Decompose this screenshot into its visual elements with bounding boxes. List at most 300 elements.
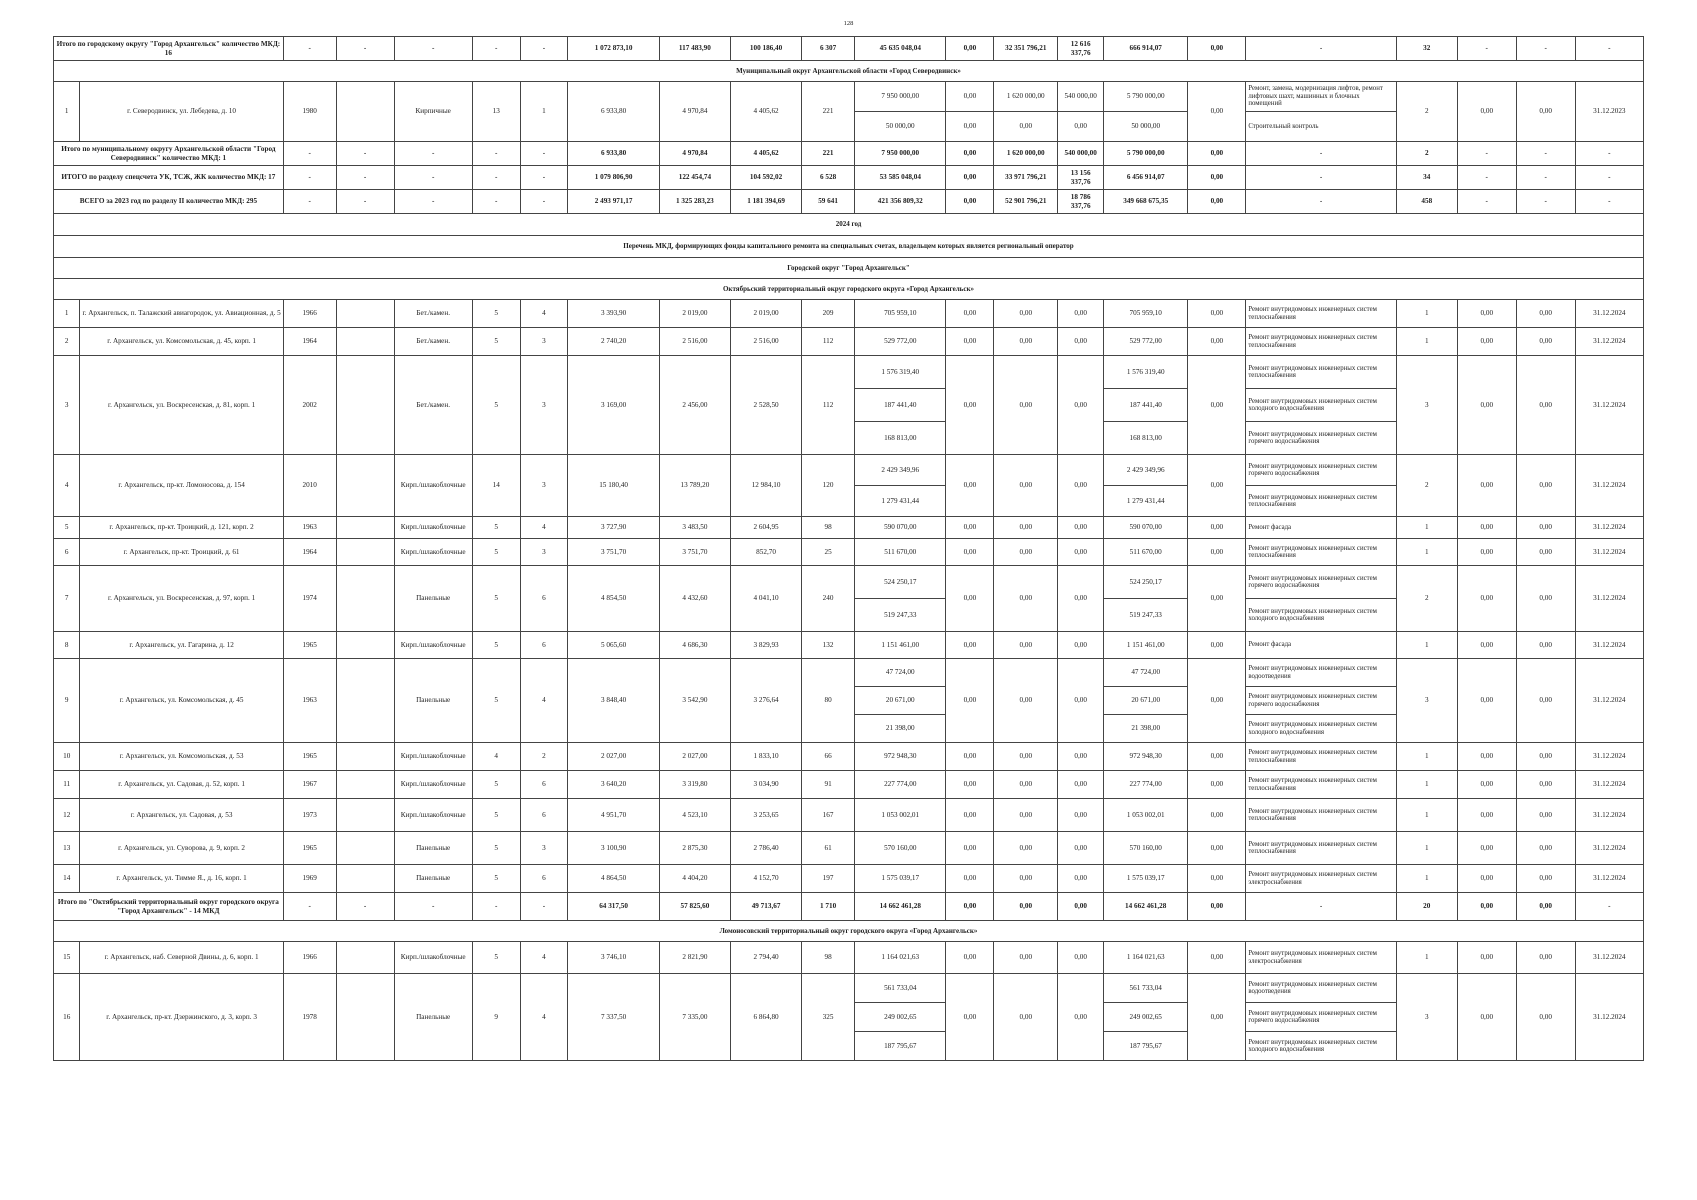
value-cell: 0,00 xyxy=(1457,743,1516,771)
summary-cell: - xyxy=(336,166,394,190)
summary-cell: - xyxy=(283,142,336,166)
summary-cell: 18 786 337,76 xyxy=(1058,190,1104,214)
address-cell: г. Архангельск, пр-кт. Троицкий, д. 61 xyxy=(80,539,283,566)
owner-funds-cell: 20 671,00 xyxy=(1104,687,1188,715)
residential-area-cell: 4 152,70 xyxy=(730,865,801,893)
work-cost-cell: 590 070,00 xyxy=(855,517,946,539)
empty-cell xyxy=(336,659,394,743)
summary-cell: 1 620 000,00 xyxy=(994,142,1058,166)
value-cell: 0,00 xyxy=(1516,632,1575,659)
summary-cell: - xyxy=(394,142,472,166)
owner-funds-cell: 705 959,10 xyxy=(1104,300,1188,328)
premises-area-cell: 4 523,10 xyxy=(659,799,730,832)
work-cost-cell: 7 950 000,00 xyxy=(855,82,946,112)
residential-area-cell: 12 984,10 xyxy=(730,455,801,517)
empty-cell xyxy=(336,974,394,1061)
wall-material-cell: Бет./камен. xyxy=(394,328,472,356)
total-area-cell: 4 864,50 xyxy=(568,865,659,893)
section-header xyxy=(54,236,1644,258)
summary-cell: - xyxy=(1516,166,1575,190)
value-cell: 0,00 xyxy=(1516,455,1575,517)
value-cell: 0,00 xyxy=(1457,832,1516,865)
summary-row xyxy=(54,893,1644,921)
row-number: 16 xyxy=(54,974,80,1061)
fund-cell: 0,00 xyxy=(946,356,994,455)
residential-area-cell: 2 786,40 xyxy=(730,832,801,865)
fund-cell: 0,00 xyxy=(1188,832,1246,865)
fund-cell: 0,00 xyxy=(1188,82,1246,142)
summary-cell: - xyxy=(520,37,568,61)
residential-area-cell: 2 019,00 xyxy=(730,300,801,328)
summary-cell: - xyxy=(336,190,394,214)
premises-area-cell: 7 335,00 xyxy=(659,974,730,1061)
owner-funds-cell: 1 164 021,63 xyxy=(1104,942,1188,974)
year-cell: 1964 xyxy=(283,539,336,566)
table-row xyxy=(54,799,1644,832)
owner-funds-cell: 1 151 461,00 xyxy=(1104,632,1188,659)
residential-area-cell: 2 604,95 xyxy=(730,517,801,539)
row-number: 1 xyxy=(54,300,80,328)
work-type-cell: Ремонт фасада xyxy=(1246,517,1396,539)
floors-cell: 14 xyxy=(472,455,520,517)
entrances-cell: 3 xyxy=(520,539,568,566)
value-cell: 0,00 xyxy=(1516,539,1575,566)
residential-area-cell: 2 528,50 xyxy=(730,356,801,455)
summary-cell: - xyxy=(283,37,336,61)
section-header xyxy=(54,258,1644,279)
premises-area-cell: 3 483,50 xyxy=(659,517,730,539)
work-type-cell: Ремонт внутридомовых инженерных систем холодного водоснабжения xyxy=(1246,715,1396,743)
fund-cell: 0,00 xyxy=(994,328,1058,356)
works-count-cell: 3 xyxy=(1396,974,1457,1061)
floors-cell: 5 xyxy=(472,659,520,743)
residential-area-cell: 2 516,00 xyxy=(730,328,801,356)
summary-cell: - xyxy=(1457,190,1516,214)
summary-cell: 5 790 000,00 xyxy=(1104,142,1188,166)
fund-cell: 0,00 xyxy=(1058,455,1104,517)
summary-cell: - xyxy=(472,190,520,214)
works-count-cell: 1 xyxy=(1396,632,1457,659)
completion-date-cell: 31.12.2024 xyxy=(1575,455,1643,517)
summary-cell: 52 901 796,21 xyxy=(994,190,1058,214)
table-row xyxy=(54,455,1644,486)
value-cell: 0,00 xyxy=(1457,974,1516,1061)
fund-cell: 0,00 xyxy=(994,112,1058,142)
fund-cell: 0,00 xyxy=(946,771,994,799)
value-cell: 0,00 xyxy=(1516,82,1575,142)
value-cell: 0,00 xyxy=(1516,865,1575,893)
work-type-cell: Ремонт фасада xyxy=(1246,632,1396,659)
summary-cell: - xyxy=(520,893,568,921)
owner-funds-cell: 1 576 319,40 xyxy=(1104,356,1188,389)
summary-cell: 59 641 xyxy=(802,190,855,214)
owner-funds-cell: 47 724,00 xyxy=(1104,659,1188,687)
residential-area-cell: 3 276,64 xyxy=(730,659,801,743)
summary-cell: - xyxy=(1246,893,1396,921)
address-cell: г. Архангельск, пр-кт. Ломоносова, д. 154 xyxy=(80,455,283,517)
completion-date-cell: 31.12.2024 xyxy=(1575,659,1643,743)
wall-material-cell: Кирп./шлакоблочные xyxy=(394,632,472,659)
summary-cell: 13 156 337,76 xyxy=(1058,166,1104,190)
premises-area-cell: 4 970,84 xyxy=(659,82,730,142)
fund-cell: 0,00 xyxy=(1058,743,1104,771)
works-count-cell: 2 xyxy=(1396,82,1457,142)
work-type-cell: Ремонт внутридомовых инженерных систем горячего водоснабжения xyxy=(1246,1003,1396,1032)
wall-material-cell: Бет./камен. xyxy=(394,300,472,328)
section-title: 2024 год xyxy=(54,214,1644,236)
work-type-cell: Ремонт внутридомовых инженерных систем холодного водоснабжения xyxy=(1246,599,1396,632)
total-area-cell: 15 180,40 xyxy=(568,455,659,517)
address-cell: г. Архангельск, ул. Комсомольская, д. 53 xyxy=(80,743,283,771)
fund-cell: 0,00 xyxy=(1188,517,1246,539)
summary-label: Итого по муниципальному округу Архангельской области "Город Северодвинск" количество МКД: 1 xyxy=(54,142,284,166)
premises-area-cell: 2 516,00 xyxy=(659,328,730,356)
total-area-cell: 3 727,90 xyxy=(568,517,659,539)
summary-row xyxy=(54,142,1644,166)
summary-cell: - xyxy=(1457,166,1516,190)
completion-date-cell: 31.12.2024 xyxy=(1575,942,1643,974)
floors-cell: 5 xyxy=(472,539,520,566)
works-count-cell: 1 xyxy=(1396,539,1457,566)
fund-cell: 0,00 xyxy=(994,942,1058,974)
value-cell: 0,00 xyxy=(1457,771,1516,799)
premises-area-cell: 2 456,00 xyxy=(659,356,730,455)
fund-cell: 0,00 xyxy=(994,659,1058,743)
year-cell: 2010 xyxy=(283,455,336,517)
premises-area-cell: 3 751,70 xyxy=(659,539,730,566)
summary-cell: 6 528 xyxy=(802,166,855,190)
fund-cell: 0,00 xyxy=(946,743,994,771)
value-cell: 0,00 xyxy=(1457,356,1516,455)
fund-cell: 0,00 xyxy=(994,974,1058,1061)
total-area-cell: 3 848,40 xyxy=(568,659,659,743)
work-cost-cell: 2 429 349,96 xyxy=(855,455,946,486)
work-type-cell: Строительный контроль xyxy=(1246,112,1396,142)
address-cell: г. Архангельск, ул. Комсомольская, д. 45 xyxy=(80,659,283,743)
summary-cell: - xyxy=(520,190,568,214)
summary-cell: 0,00 xyxy=(1457,893,1516,921)
fund-cell: 0,00 xyxy=(1188,356,1246,455)
value-cell: 0,00 xyxy=(1516,517,1575,539)
table-row xyxy=(54,356,1644,389)
wall-material-cell: Кирп./шлакоблочные xyxy=(394,771,472,799)
residents-cell: 66 xyxy=(802,743,855,771)
empty-cell xyxy=(336,832,394,865)
residential-area-cell: 2 794,40 xyxy=(730,942,801,974)
value-cell: 0,00 xyxy=(1457,659,1516,743)
fund-cell: 0,00 xyxy=(994,865,1058,893)
summary-cell: 0,00 xyxy=(946,37,994,61)
premises-area-cell: 2 875,30 xyxy=(659,832,730,865)
row-number: 13 xyxy=(54,832,80,865)
summary-cell: 6 456 914,07 xyxy=(1104,166,1188,190)
completion-date-cell: 31.12.2024 xyxy=(1575,300,1643,328)
summary-cell: - xyxy=(1246,142,1396,166)
residents-cell: 221 xyxy=(802,82,855,142)
fund-cell: 0,00 xyxy=(994,743,1058,771)
table-row xyxy=(54,328,1644,356)
wall-material-cell: Панельные xyxy=(394,865,472,893)
empty-cell xyxy=(336,300,394,328)
summary-cell: 57 825,60 xyxy=(659,893,730,921)
value-cell: 0,00 xyxy=(1457,799,1516,832)
year-cell: 1963 xyxy=(283,517,336,539)
value-cell: 0,00 xyxy=(1457,328,1516,356)
fund-cell: 0,00 xyxy=(994,632,1058,659)
work-cost-cell: 524 250,17 xyxy=(855,566,946,599)
year-cell: 1965 xyxy=(283,632,336,659)
year-cell: 1969 xyxy=(283,865,336,893)
row-number: 8 xyxy=(54,632,80,659)
fund-cell: 0,00 xyxy=(946,974,994,1061)
summary-cell: 100 186,40 xyxy=(730,37,801,61)
owner-funds-cell: 168 813,00 xyxy=(1104,422,1188,455)
completion-date-cell: 31.12.2024 xyxy=(1575,865,1643,893)
summary-cell: 122 454,74 xyxy=(659,166,730,190)
empty-cell xyxy=(336,942,394,974)
works-count-cell: 1 xyxy=(1396,328,1457,356)
section-header xyxy=(54,214,1644,236)
fund-cell: 0,00 xyxy=(1058,517,1104,539)
summary-cell: 421 356 809,32 xyxy=(855,190,946,214)
floors-cell: 5 xyxy=(472,799,520,832)
address-cell: г. Архангельск, ул. Гагарина, д. 12 xyxy=(80,632,283,659)
completion-date-cell: 31.12.2024 xyxy=(1575,974,1643,1061)
work-type-cell: Ремонт внутридомовых инженерных систем теплоснабжения xyxy=(1246,356,1396,389)
fund-cell: 0,00 xyxy=(1058,300,1104,328)
value-cell: 0,00 xyxy=(1516,356,1575,455)
fund-cell: 0,00 xyxy=(1188,632,1246,659)
fund-cell: 0,00 xyxy=(994,832,1058,865)
section-header xyxy=(54,61,1644,82)
work-cost-cell: 529 772,00 xyxy=(855,328,946,356)
fund-cell: 0,00 xyxy=(994,517,1058,539)
fund-cell: 0,00 xyxy=(946,300,994,328)
wall-material-cell: Кирп./шлакоблочные xyxy=(394,539,472,566)
value-cell: 0,00 xyxy=(1457,539,1516,566)
owner-funds-cell: 2 429 349,96 xyxy=(1104,455,1188,486)
work-cost-cell: 50 000,00 xyxy=(855,112,946,142)
table-row xyxy=(54,517,1644,539)
summary-cell: 12 616 337,76 xyxy=(1058,37,1104,61)
total-area-cell: 7 337,50 xyxy=(568,974,659,1061)
entrances-cell: 6 xyxy=(520,632,568,659)
page-number: 128 xyxy=(843,20,854,27)
fund-cell: 0,00 xyxy=(946,799,994,832)
wall-material-cell: Бет./камен. xyxy=(394,356,472,455)
work-cost-cell: 1 151 461,00 xyxy=(855,632,946,659)
residents-cell: 25 xyxy=(802,539,855,566)
summary-cell: 221 xyxy=(802,142,855,166)
value-cell: 0,00 xyxy=(1516,942,1575,974)
owner-funds-cell: 561 733,04 xyxy=(1104,974,1188,1003)
completion-date-cell: 31.12.2024 xyxy=(1575,799,1643,832)
premises-area-cell: 4 686,30 xyxy=(659,632,730,659)
summary-cell: 2 493 971,17 xyxy=(568,190,659,214)
summary-cell: 49 713,67 xyxy=(730,893,801,921)
wall-material-cell: Кирп./шлакоблочные xyxy=(394,743,472,771)
section-title: Ломоносовский территориальный округ городского округа «Город Архангельск» xyxy=(54,921,1644,942)
fund-cell: 5 790 000,00 xyxy=(1104,82,1188,112)
residents-cell: 112 xyxy=(802,328,855,356)
work-cost-cell: 1 053 002,01 xyxy=(855,799,946,832)
fund-cell: 0,00 xyxy=(1188,942,1246,974)
summary-cell: 6 933,80 xyxy=(568,142,659,166)
total-area-cell: 2 740,20 xyxy=(568,328,659,356)
year-cell: 1966 xyxy=(283,942,336,974)
work-type-cell: Ремонт внутридомовых инженерных систем горячего водоснабжения xyxy=(1246,455,1396,486)
summary-cell: - xyxy=(1516,37,1575,61)
premises-area-cell: 13 789,20 xyxy=(659,455,730,517)
owner-funds-cell: 21 398,00 xyxy=(1104,715,1188,743)
summary-cell: 104 592,02 xyxy=(730,166,801,190)
address-cell: г. Архангельск, ул. Тимме Я., д. 16, корп. 1 xyxy=(80,865,283,893)
work-cost-cell: 168 813,00 xyxy=(855,422,946,455)
total-area-cell: 5 065,60 xyxy=(568,632,659,659)
summary-cell: 0,00 xyxy=(1188,142,1246,166)
summary-cell: - xyxy=(1575,37,1643,61)
table-row xyxy=(54,566,1644,599)
summary-cell: 14 662 461,28 xyxy=(1104,893,1188,921)
entrances-cell: 4 xyxy=(520,659,568,743)
summary-cell: 1 710 xyxy=(802,893,855,921)
total-area-cell: 6 933,80 xyxy=(568,82,659,142)
empty-cell xyxy=(336,865,394,893)
work-cost-cell: 511 670,00 xyxy=(855,539,946,566)
floors-cell: 5 xyxy=(472,632,520,659)
year-cell: 1974 xyxy=(283,566,336,632)
completion-date-cell: 31.12.2024 xyxy=(1575,539,1643,566)
summary-label: Итого по "Октябрьский территориальный округ городского округа "Город Архангельск" - 14 МКД xyxy=(54,893,284,921)
table-row xyxy=(54,942,1644,974)
summary-cell: - xyxy=(1246,166,1396,190)
empty-cell xyxy=(336,356,394,455)
work-type-cell: Ремонт внутридомовых инженерных систем теплоснабжения xyxy=(1246,799,1396,832)
value-cell: 0,00 xyxy=(1516,771,1575,799)
empty-cell xyxy=(336,799,394,832)
summary-cell: 0,00 xyxy=(994,893,1058,921)
summary-cell: - xyxy=(283,893,336,921)
empty-cell xyxy=(336,82,394,142)
floors-cell: 5 xyxy=(472,942,520,974)
fund-cell: 0,00 xyxy=(994,799,1058,832)
summary-label: ВСЕГО за 2023 год по разделу II количество МКД: 295 xyxy=(54,190,284,214)
fund-cell: 0,00 xyxy=(994,455,1058,517)
floors-cell: 5 xyxy=(472,328,520,356)
work-cost-cell: 705 959,10 xyxy=(855,300,946,328)
total-area-cell: 3 746,10 xyxy=(568,942,659,974)
owner-funds-cell: 529 772,00 xyxy=(1104,328,1188,356)
summary-cell: - xyxy=(394,190,472,214)
summary-row xyxy=(54,37,1644,61)
summary-cell: - xyxy=(336,142,394,166)
value-cell: 0,00 xyxy=(1457,82,1516,142)
completion-date-cell: 31.12.2024 xyxy=(1575,832,1643,865)
fund-cell: 0,00 xyxy=(1188,865,1246,893)
work-type-cell: Ремонт внутридомовых инженерных систем теплоснабжения xyxy=(1246,486,1396,517)
fund-cell: 0,00 xyxy=(946,82,994,112)
residents-cell: 132 xyxy=(802,632,855,659)
work-cost-cell: 20 671,00 xyxy=(855,687,946,715)
address-cell: г. Архангельск, пр-кт. Троицкий, д. 121, корп. 2 xyxy=(80,517,283,539)
fund-cell: 0,00 xyxy=(994,300,1058,328)
row-number: 11 xyxy=(54,771,80,799)
floors-cell: 5 xyxy=(472,832,520,865)
owner-funds-cell: 972 948,30 xyxy=(1104,743,1188,771)
completion-date-cell: 31.12.2024 xyxy=(1575,771,1643,799)
empty-cell xyxy=(336,771,394,799)
owner-funds-cell: 227 774,00 xyxy=(1104,771,1188,799)
empty-cell xyxy=(336,517,394,539)
fund-cell: 0,00 xyxy=(1058,112,1104,142)
section-title: Перечень МКД, формирующих фонды капитального ремонта на специальных счетах, владельцем которых является региональный оператор xyxy=(54,236,1644,258)
works-count-cell: 1 xyxy=(1396,799,1457,832)
floors-cell: 5 xyxy=(472,771,520,799)
year-cell: 2002 xyxy=(283,356,336,455)
work-type-cell: Ремонт внутридомовых инженерных систем горячего водоснабжения xyxy=(1246,566,1396,599)
year-cell: 1965 xyxy=(283,743,336,771)
wall-material-cell: Кирпичные xyxy=(394,82,472,142)
value-cell: 0,00 xyxy=(1516,799,1575,832)
summary-cell: - xyxy=(394,166,472,190)
table-row xyxy=(54,832,1644,865)
summary-cell: 6 307 xyxy=(802,37,855,61)
premises-area-cell: 2 019,00 xyxy=(659,300,730,328)
fund-cell: 0,00 xyxy=(1188,743,1246,771)
value-cell: 0,00 xyxy=(1457,865,1516,893)
table-row xyxy=(54,974,1644,1003)
summary-cell: 0,00 xyxy=(1188,190,1246,214)
year-cell: 1980 xyxy=(283,82,336,142)
row-number: 7 xyxy=(54,566,80,632)
summary-cell: - xyxy=(520,142,568,166)
entrances-cell: 2 xyxy=(520,743,568,771)
summary-cell: - xyxy=(472,166,520,190)
fund-cell: 0,00 xyxy=(946,328,994,356)
entrances-cell: 6 xyxy=(520,799,568,832)
entrances-cell: 3 xyxy=(520,356,568,455)
summary-cell: - xyxy=(1575,190,1643,214)
row-number: 5 xyxy=(54,517,80,539)
row-number: 14 xyxy=(54,865,80,893)
summary-cell: - xyxy=(1246,190,1396,214)
summary-cell: 117 483,90 xyxy=(659,37,730,61)
summary-cell: 14 662 461,28 xyxy=(855,893,946,921)
floors-cell: 13 xyxy=(472,82,520,142)
fund-cell: 1 620 000,00 xyxy=(994,82,1058,112)
works-count-cell: 3 xyxy=(1396,659,1457,743)
value-cell: 0,00 xyxy=(1516,566,1575,632)
entrances-cell: 4 xyxy=(520,974,568,1061)
wall-material-cell: Панельные xyxy=(394,566,472,632)
summary-cell: 0,00 xyxy=(1188,893,1246,921)
summary-cell: 1 325 283,23 xyxy=(659,190,730,214)
works-count-cell: 1 xyxy=(1396,743,1457,771)
summary-cell: - xyxy=(472,893,520,921)
value-cell: 0,00 xyxy=(1516,743,1575,771)
summary-cell: 33 971 796,21 xyxy=(994,166,1058,190)
fund-cell: 0,00 xyxy=(994,771,1058,799)
fund-cell: 0,00 xyxy=(1058,356,1104,455)
total-area-cell: 2 027,00 xyxy=(568,743,659,771)
floors-cell: 4 xyxy=(472,743,520,771)
fund-cell: 0,00 xyxy=(1188,328,1246,356)
value-cell: 0,00 xyxy=(1457,942,1516,974)
address-cell: г. Архангельск, ул. Воскресенская, д. 97, корп. 1 xyxy=(80,566,283,632)
residential-area-cell: 1 833,10 xyxy=(730,743,801,771)
summary-cell: 0,00 xyxy=(946,893,994,921)
floors-cell: 5 xyxy=(472,300,520,328)
